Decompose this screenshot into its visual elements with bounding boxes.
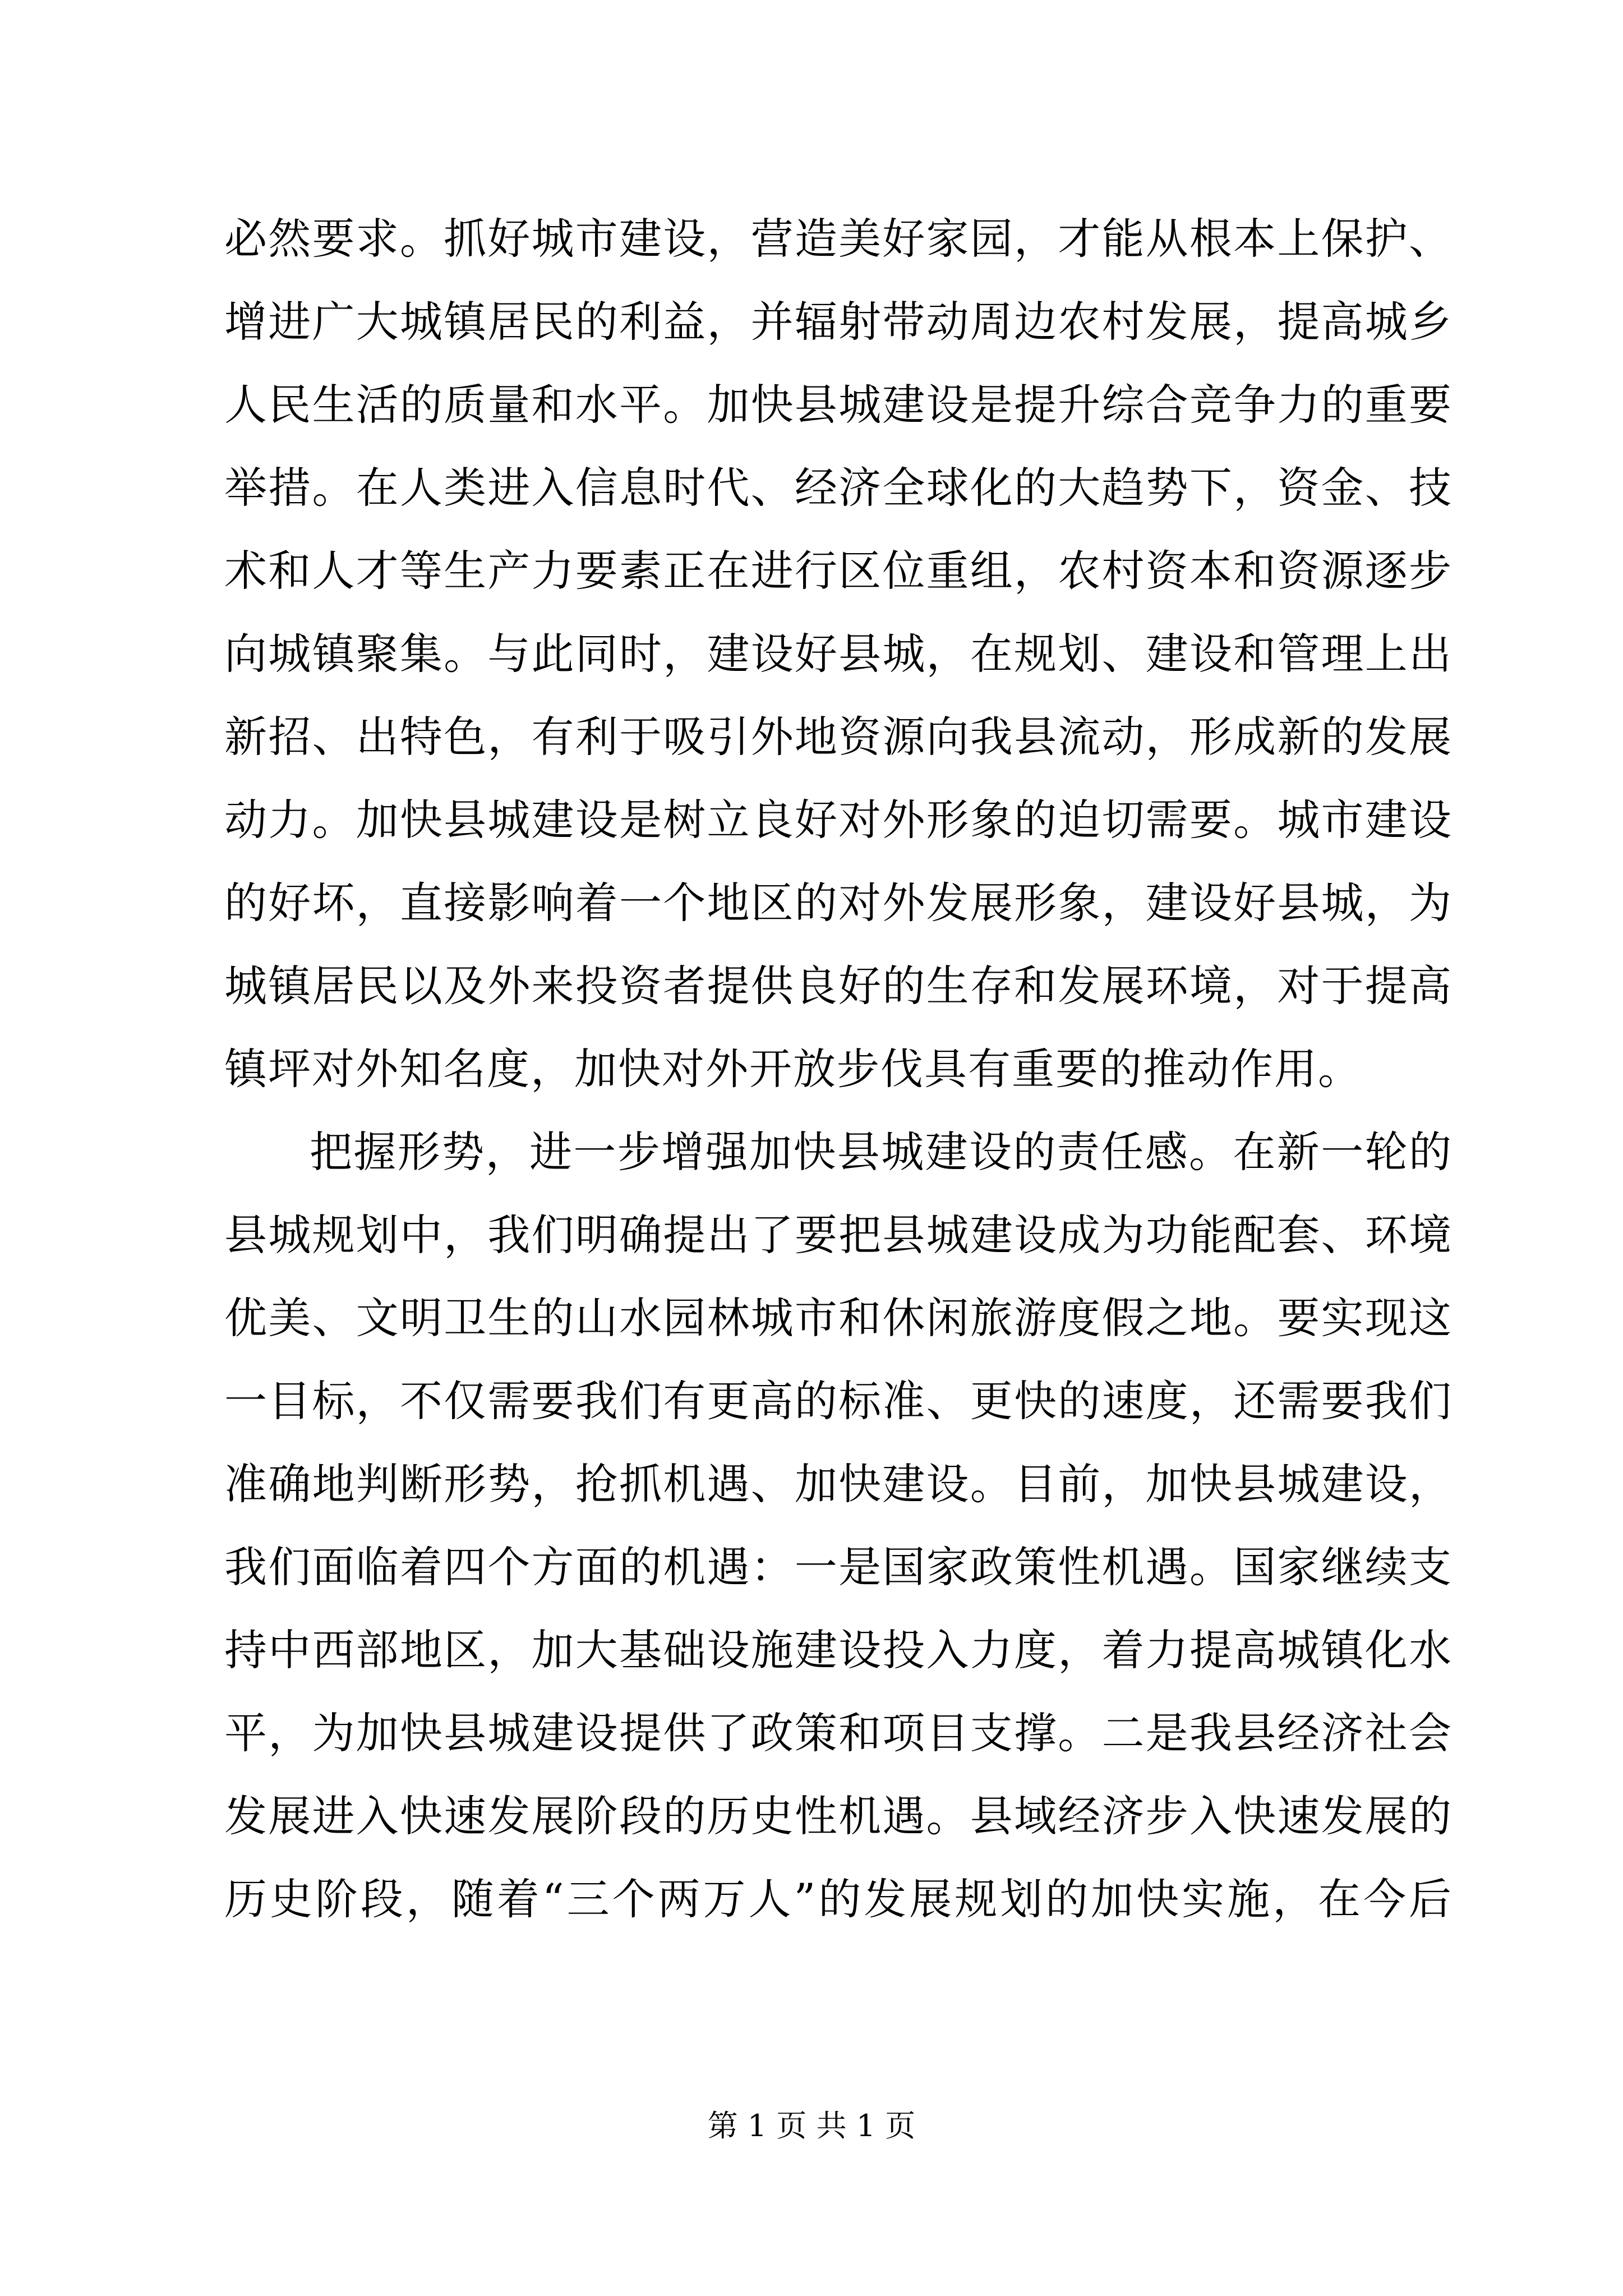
- text-line: 新招、出特色，有利于吸引外地资源向我县流动，形成新的发展: [224, 712, 1453, 762]
- text-line: 镇坪对外知名度，加快对外开放步伐具有重要的推动作用。: [224, 1044, 1362, 1094]
- text-line: 城镇居民以及外来投资者提供良好的生存和发展环境，对于提高: [224, 961, 1453, 1011]
- text-line: 准确地判断形势，抢抓机遇、加快建设。目前，加快县城建设，: [224, 1459, 1453, 1509]
- text-line: 必然要求。抓好城市建设，营造美好家园，才能从根本上保护、: [224, 214, 1453, 264]
- text-line: 发展进入快速发展阶段的历史性机遇。县域经济步入快速发展的: [224, 1791, 1453, 1841]
- page-footer: [0, 2106, 1623, 2146]
- text-line: 平，为加快县城建设提供了政策和项目支撑。二是我县经济社会: [224, 1708, 1453, 1758]
- text-line: 人民生活的质量和水平。加快县城建设是提升综合竞争力的重要: [224, 380, 1453, 430]
- text-line: 县城规划中，我们明确提出了要把县城建设成为功能配套、环境: [224, 1210, 1453, 1260]
- text-line: 的好坏，直接影响着一个地区的对外发展形象，建设好县城，为: [224, 878, 1453, 928]
- text-line: 增进广大城镇居民的利益，并辐射带动周边农村发展，提高城乡: [224, 297, 1453, 347]
- text-line: 术和人才等生产力要素正在进行区位重组，农村资本和资源逐步: [224, 546, 1453, 596]
- text-line: 动力。加快县城建设是树立良好对外形象的迫切需要。城市建设: [224, 795, 1453, 845]
- text-line: 一目标，不仅需要我们有更高的标准、更快的速度，还需要我们: [224, 1376, 1453, 1426]
- text-line: 把握形势，进一步增强加快县城建设的责任感。在新一轮的: [310, 1127, 1453, 1177]
- text-line: 举措。在人类进入信息时代、经济全球化的大趋势下，资金、技: [224, 463, 1453, 513]
- text-line: 持中西部地区，加大基础设施建设投入力度，着力提高城镇化水: [224, 1625, 1453, 1675]
- page-number: 第 1 页 共 1 页: [707, 2108, 916, 2143]
- text-line: 我们面临着四个方面的机遇：一是国家政策性机遇。国家继续支: [224, 1542, 1453, 1592]
- text-line: 向城镇聚集。与此同时，建设好县城，在规划、建设和管理上出: [224, 629, 1453, 679]
- body-text: [224, 197, 1453, 1941]
- text-line: 历史阶段，随着“三个两万人”的发展规划的加快实施，在今后: [224, 1874, 1453, 1924]
- text-line: 优美、文明卫生的山水园林城市和休闲旅游度假之地。要实现这: [224, 1293, 1453, 1343]
